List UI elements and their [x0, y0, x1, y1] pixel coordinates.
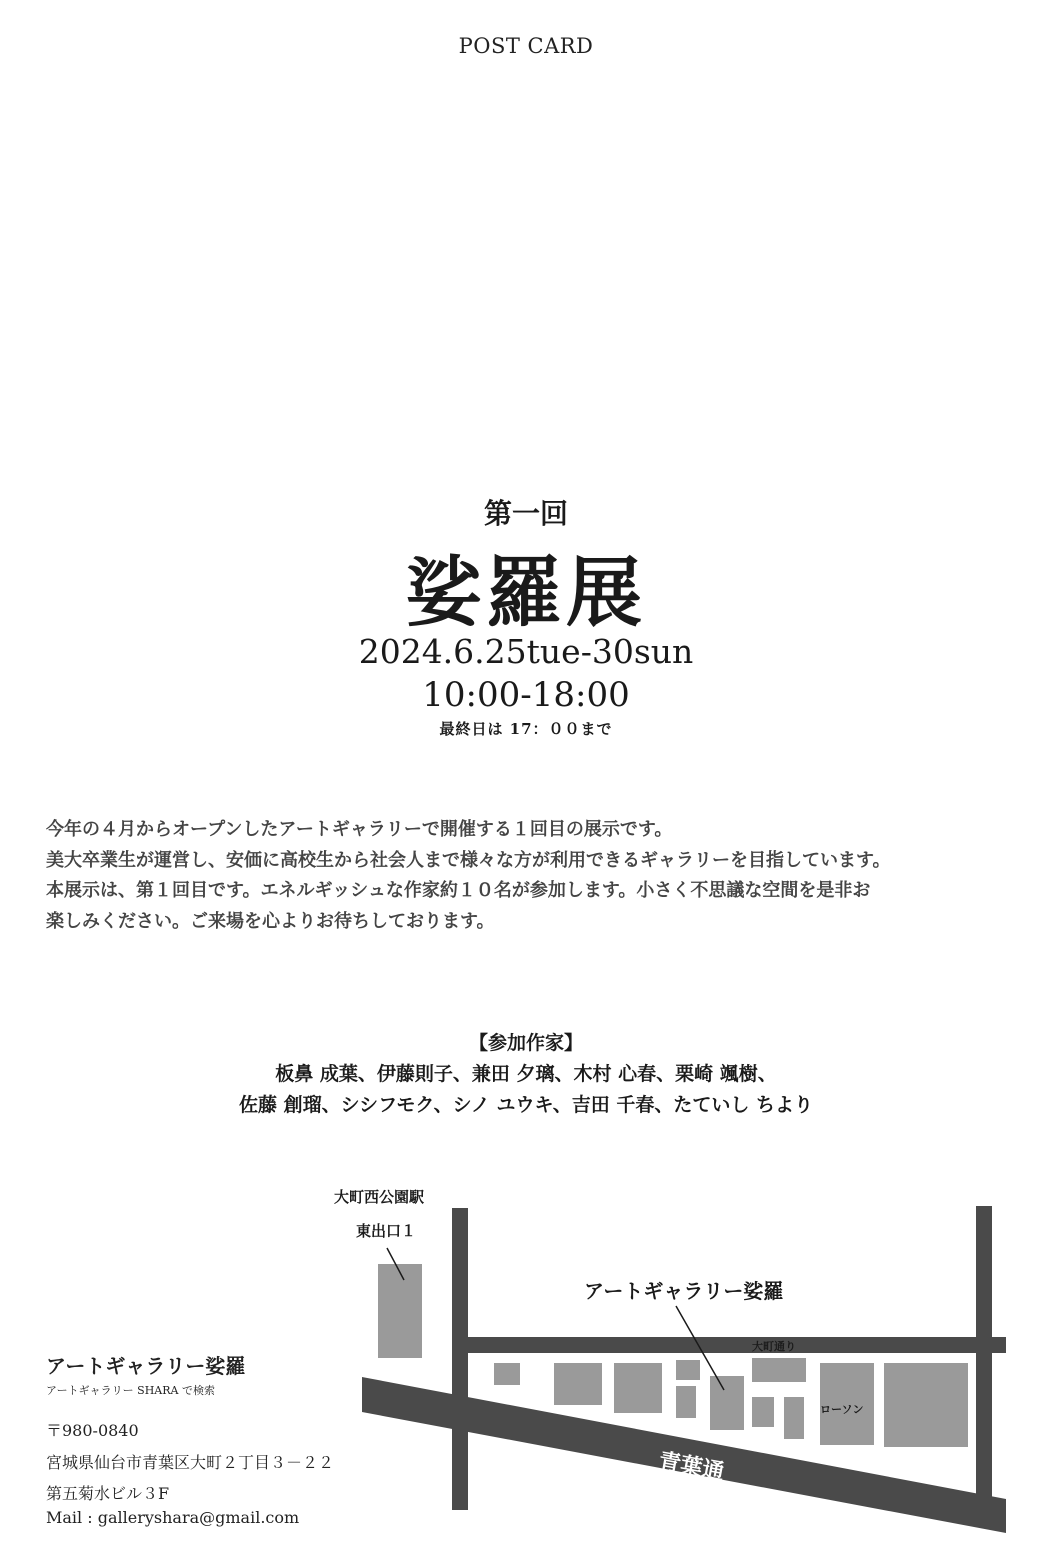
lawson-label: ローソン [820, 1403, 864, 1416]
exhibition-dates: 2024.6.25tue-30sun [358, 632, 694, 671]
omachi-street-road [468, 1337, 1006, 1353]
left-vertical-road [452, 1208, 468, 1510]
aoba-street-label: 青葉通 [656, 1447, 727, 1486]
description-line: 楽しみください。ご来場を心よりお待ちしております。 [46, 910, 495, 932]
building [784, 1397, 804, 1439]
exhibition-title: 娑羅展 [406, 548, 646, 637]
omachi-street-label: 大町通り [752, 1340, 796, 1353]
station-exit-building [378, 1264, 422, 1358]
postal-code: 〒980-0840 [46, 1421, 139, 1440]
description-line: 本展示は、第１回目です。エネルギッシュな作家約１０名が参加します。小さく不思議な空間を是非お [46, 880, 871, 901]
search-hint: アートギャラリー SHARA で検索 [46, 1384, 215, 1397]
building [494, 1363, 520, 1385]
address-line: 第五菊水ビル３F [46, 1484, 170, 1503]
artists-list-line: 板鼻 成葉、伊藤則子、兼田 夕璃、木村 心春、栗崎 颯樹、 [275, 1063, 777, 1085]
building [676, 1386, 696, 1418]
last-day-note: 最終日は 17：００まで [439, 720, 613, 738]
gallery-name: アートギャラリー娑羅 [46, 1354, 246, 1378]
right-vertical-road [976, 1206, 992, 1508]
artists-heading: 【参加作家】 [468, 1032, 583, 1054]
station-name-label: 大町西公園駅 [334, 1188, 425, 1206]
description-line: 美大卒業生が運営し、安価に高校生から社会人まで様々な方が利用できるギャラリーを目指しています。 [46, 849, 891, 871]
description-line: 今年の４月からオープンしたアートギャラリーで開催する１回目の展示です。 [46, 819, 673, 840]
gallery-map-label: アートギャラリー娑羅 [584, 1279, 784, 1303]
building [676, 1360, 700, 1380]
gallery-building [710, 1376, 744, 1430]
mail-address[interactable]: Mail : galleryshara@gmail.com [46, 1508, 300, 1527]
artists-list-line: 佐藤 創瑠、シシフモク、シノ ユウキ、吉田 千春、たていし ちより [239, 1094, 813, 1116]
building [752, 1358, 806, 1382]
building [884, 1363, 968, 1447]
station-exit-label: 東出口１ [356, 1222, 417, 1240]
address-line: 宮城県仙台市青葉区大町２丁目３－２２ [46, 1453, 335, 1472]
exhibition-subtitle: 第一回 [483, 497, 568, 530]
building [554, 1363, 602, 1405]
postcard-label: POST CARD [458, 34, 594, 58]
exhibition-hours: 10:00-18:00 [422, 675, 630, 715]
building [752, 1397, 774, 1427]
building [614, 1363, 662, 1413]
